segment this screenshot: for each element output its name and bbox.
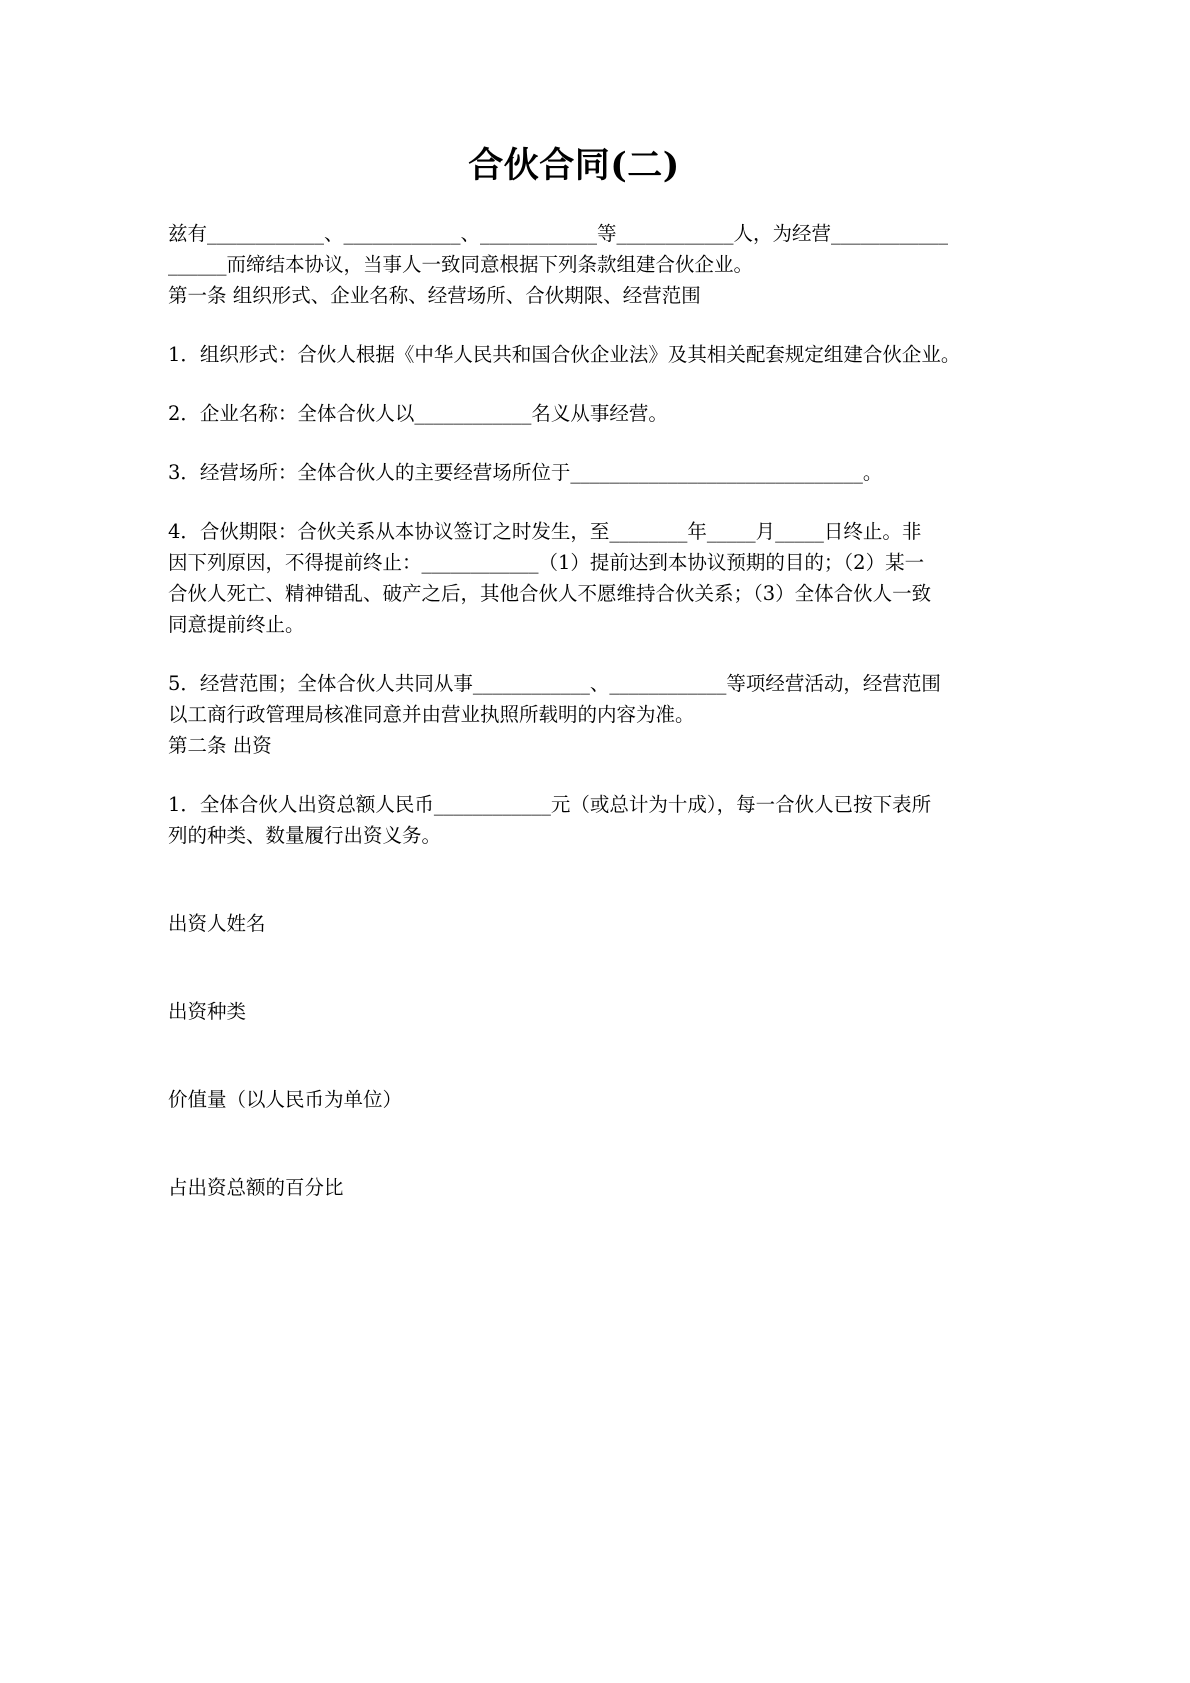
contribution-field-contributor-name: 出资人姓名: [168, 911, 266, 935]
document-content: [168, 0, 980, 1203]
clause-3-line-1: 3．经营场所：全体合伙人的主要经营场所位于______________________________。: [168, 460, 883, 484]
clause-4-line-3: 合伙人死亡、精神错乱、破产之后，其他合伙人不愿维持合伙关系；（3）全体合伙人一致: [168, 581, 932, 605]
article-two-clause-1-line-2: 列的种类、数量履行出资义务。: [168, 823, 442, 847]
clause-2-line-1: 2．企业名称：全体合伙人以____________名义从事经营。: [168, 401, 668, 425]
clause-5-line-1: 5．经营范围；全体合伙人共同从事____________、____________等项经营活动，经营范围: [168, 671, 941, 695]
article-one-heading: 第一条 组织形式、企业名称、经营场所、合伙期限、经营范围: [168, 283, 701, 307]
preamble-line-1: 兹有____________、____________、____________等____________人，为经营____________: [168, 221, 949, 245]
document-body: [168, 218, 980, 1203]
contribution-field-value-amount: 价值量（以人民币为单位）: [168, 1087, 403, 1111]
clause-5-line-2: 以工商行政管理局核准同意并由营业执照所载明的内容为准。: [168, 702, 695, 726]
article-two-heading: 第二条 出资: [168, 733, 272, 757]
contribution-field-percentage: 占出资总额的百分比: [168, 1175, 344, 1199]
preamble-line-2: ______而缔结本协议，当事人一致同意根据下列条款组建合伙企业。: [168, 252, 754, 276]
clause-1-line-1: 1．组织形式：合伙人根据《中华人民共和国合伙企业法》及其相关配套规定组建合伙企业。: [168, 342, 961, 366]
contribution-field-contribution-type: 出资种类: [168, 999, 247, 1023]
clause-4-line-1: 4．合伙期限：合伙关系从本协议签订之时发生，至________年_____月_____日终止。非: [168, 519, 922, 543]
page-title: 合伙合同(二): [468, 145, 680, 186]
article-two-clause-1-line-1: 1．全体合伙人出资总额人民币____________元（或总计为十成），每一合伙人已按下表所: [168, 792, 932, 816]
clause-4-line-2: 因下列原因，不得提前终止：____________（1）提前达到本协议预期的目的；（2）某一: [168, 550, 925, 574]
clause-4-line-4: 同意提前终止。: [168, 612, 305, 636]
